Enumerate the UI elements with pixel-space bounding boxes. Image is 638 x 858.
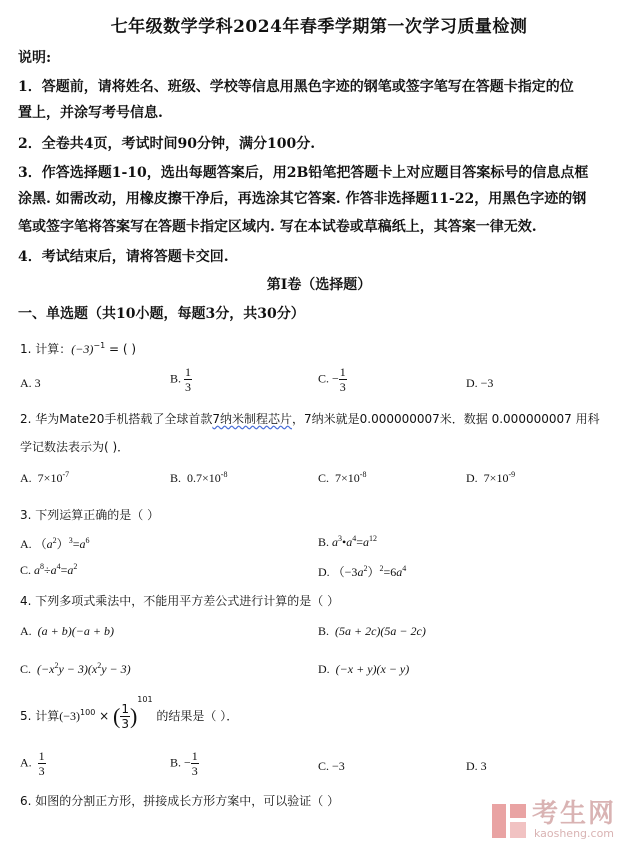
q3-option-c: C. $a^8\div a^4=a^2$ — [20, 562, 78, 577]
q5-option-b: B. − $\frac{1}{3}$ — [170, 749, 198, 778]
section-title: 一、单选题（共10小题，每题3分，共30分） — [18, 306, 305, 322]
note-line-1: 1．答题前，请将姓名、班级、学校等信息用黑色字迹的钢笔或签字笔写在答题卡指定的位 — [18, 79, 574, 95]
note-line-4: 3．作答选择题1-10，选出每题答案后，用2B铅笔把答题卡上对应题目答案标号的信息点框 — [18, 165, 589, 181]
watermark — [492, 801, 616, 840]
note-line-5: 涂黑. 如需改动，用橡皮擦干净后，再选涂其它答案. 作答非选择题11-22，用黑色字迹的钢 — [18, 191, 587, 207]
note-line-7: 4．考试结束后，请将答题卡交回. — [18, 249, 229, 265]
watermark-url: kaosheng.com — [533, 827, 615, 840]
q4-option-d: D. (−x + y)(x − y) — [318, 662, 410, 676]
q1-option-a: A. 3 — [20, 376, 41, 390]
q4-option-c: C. $(-x^2y - 3)(x^2y - 3)$ — [20, 661, 131, 676]
q2-option-b: B. $0.7\times 10^{-8}$ — [170, 470, 228, 485]
q1-option-b: B. $\frac{1}{3}$ — [170, 365, 192, 394]
page-title: 七年级数学学科2024年春季学期第一次学习质量检测 — [110, 17, 528, 37]
q1-option-c: C. − $\frac{1}{3}$ — [318, 365, 346, 394]
question-2-line-2: 学记数法表示为( )． — [20, 440, 130, 454]
question-5: 5. 计算$(-3)^{100}$ × ( $\frac{1}{3}$ )$^{101}$ 的结果是（ ）． — [20, 695, 239, 731]
note-line-3: 2．全卷共4页，考试时间90分钟，满分100分. — [18, 136, 316, 152]
q3-option-b: B. $a^3•a^4=a^{12}$ — [318, 534, 377, 549]
q5-option-c: C. −3 — [318, 759, 345, 773]
question-6: 6. 如图的分割正方形，拼接成长方形方案中，可以验证（ ） — [20, 794, 340, 808]
q3-option-a: A. $(a^2)^3=a^6$ — [20, 536, 90, 551]
q1-option-d: D. −3 — [466, 376, 494, 390]
part-title: 第Ⅰ卷（选择题） — [266, 277, 372, 293]
q5-option-a: A. $\frac{1}{3}$ — [20, 749, 45, 778]
question-4: 4. 下列多项式乘法中，不能用平方差公式进行计算的是（ ） — [20, 594, 340, 608]
q3-option-d: D. $(-3a^2)^2=6a^4$ — [318, 564, 407, 579]
question-1: 1. 计算：$(-3)^{-1}$ = ( ) — [20, 341, 137, 356]
question-2-line-1: 2. 华为Mate20手机搭载了全球首款7纳米制程芯片，7纳米就是0.000000007米．数据 0.000000007 用科 — [20, 412, 600, 426]
q2-option-c: C. $7\times 10^{-8}$ — [318, 470, 367, 485]
q2-option-d: D. $7\times 10^{-9}$ — [466, 470, 516, 485]
note-line-6: 笔或签字笔将答案写在答题卡指定区域内. 写在本试卷或草稿纸上，其答案一律无效. — [18, 219, 537, 235]
kaosheng-logo-icon — [492, 804, 526, 838]
watermark-brand: 考生网 — [531, 799, 616, 829]
notes-heading: 说明: — [18, 50, 52, 66]
q4-option-a: A. (a + b)(−a + b) — [20, 624, 114, 638]
q5-option-d: D. 3 — [466, 759, 487, 773]
q2-option-a: A. $7\times 10^{-7}$ — [20, 470, 70, 485]
q2-wavy-term: 7纳米制程芯片 — [212, 412, 292, 426]
question-3: 3. 下列运算正确的是（ ） — [20, 508, 160, 522]
q4-option-b: B. (5a + 2c)(5a − 2c) — [318, 624, 426, 638]
note-line-2: 置上，并涂写考号信息. — [18, 105, 163, 121]
